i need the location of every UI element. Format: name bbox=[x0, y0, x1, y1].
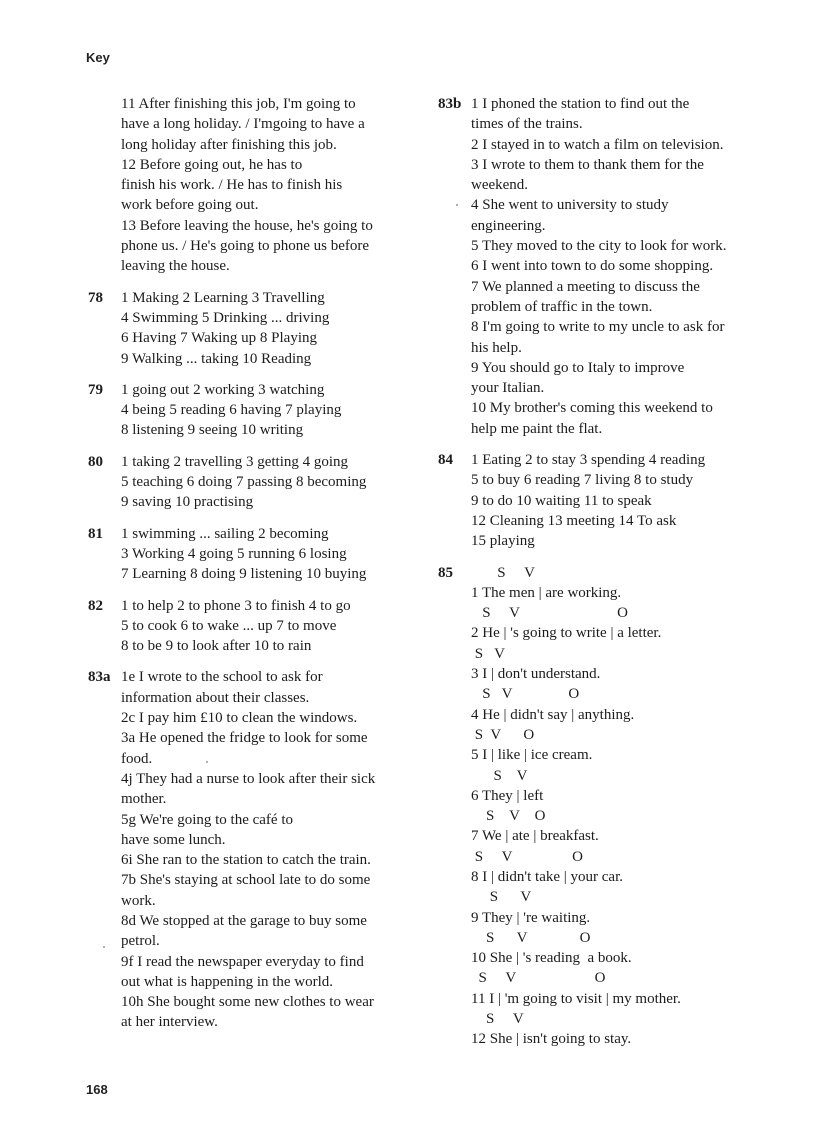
answer-line: out what is happening in the world. bbox=[121, 973, 334, 990]
svo-label-row: S V O bbox=[471, 686, 580, 703]
exercise-81 bbox=[88, 524, 418, 585]
sentence-line: 8 I | didn't take | your car. bbox=[471, 868, 623, 885]
exercise-number: 82 bbox=[88, 597, 103, 614]
answer-line: 12 Cleaning 13 meeting 14 To ask bbox=[471, 512, 677, 529]
answer-line: 11 After finishing this job, I'm going to bbox=[121, 96, 356, 112]
svo-label-row: S V O bbox=[471, 808, 546, 825]
exercise-85 bbox=[438, 563, 778, 1050]
answer-line: 7b She's staying at school late to do some bbox=[121, 872, 371, 889]
exercise-80 bbox=[88, 452, 418, 513]
answer-line: mother. bbox=[121, 791, 167, 808]
answer-line: 6i She ran to the station to catch the train. bbox=[121, 852, 371, 869]
answer-line: 10 My brother's coming this weekend to bbox=[471, 400, 713, 417]
answer-line: times of the trains. bbox=[471, 116, 583, 133]
answer-line: 4j They had a nurse to look after their sick bbox=[121, 770, 376, 787]
answer-line: 6 Having 7 Waking up 8 Playing bbox=[121, 330, 318, 347]
sentence-line: 9 They | 're waiting. bbox=[471, 909, 591, 926]
svo-label-row: S V bbox=[471, 767, 528, 784]
answer-line: 3 Working 4 going 5 running 6 losing bbox=[121, 545, 347, 562]
answer-line: 6 I went into town to do some shopping. bbox=[471, 258, 714, 275]
answer-line: 2 I stayed in to watch a film on television. bbox=[471, 136, 724, 153]
sentence-line: 1 The men | are working. bbox=[471, 584, 622, 601]
answer-line: 1 swimming ... sailing 2 becoming bbox=[121, 525, 329, 542]
answer-line: 7 We planned a meeting to discuss the bbox=[471, 278, 700, 295]
svo-label-row: S V bbox=[471, 889, 532, 906]
answer-line: 8 listening 9 seeing 10 writing bbox=[121, 422, 304, 439]
sentence-line: 12 She | isn't going to stay. bbox=[471, 1031, 632, 1048]
answer-line: 5 to cook 6 to wake ... up 7 to move bbox=[121, 617, 337, 634]
scan-speck bbox=[456, 204, 458, 206]
sentence-line: 7 We | ate | breakfast. bbox=[471, 828, 599, 845]
answer-line: 5 to buy 6 reading 7 living 8 to study bbox=[471, 472, 694, 489]
exercise-number: 78 bbox=[88, 289, 103, 306]
sentence-line: 5 I | like | ice cream. bbox=[471, 747, 593, 764]
answer-line: 8 to be 9 to look after 10 to rain bbox=[121, 638, 312, 655]
exercise-83a bbox=[88, 667, 418, 1032]
page-header: Key bbox=[86, 50, 110, 65]
left-column bbox=[88, 94, 418, 1044]
answer-line: 5 teaching 6 doing 7 passing 8 becoming bbox=[121, 474, 367, 491]
sentence-line: 2 He | 's going to write | a letter. bbox=[471, 625, 662, 642]
exercise-continued bbox=[88, 94, 418, 277]
svo-label-row: S V bbox=[471, 645, 505, 662]
answer-line: 3 I wrote to them to thank them for the bbox=[471, 156, 704, 173]
answer-line: engineering. bbox=[471, 217, 546, 234]
svo-label-row: S V O bbox=[471, 970, 606, 987]
answer-line: have a long holiday. / I'mgoing to have a bbox=[121, 116, 365, 133]
svo-label-row: S V bbox=[471, 1011, 524, 1028]
exercise-number: 84 bbox=[438, 452, 453, 469]
answer-line: at her interview. bbox=[121, 1014, 218, 1031]
exercise-number: 79 bbox=[88, 381, 103, 398]
answer-line: 9 You should go to Italy to improve bbox=[471, 359, 685, 376]
answer-line: 13 Before leaving the house, he's going to bbox=[121, 217, 373, 234]
answer-line: 4 Swimming 5 Drinking ... driving bbox=[121, 309, 330, 326]
answer-line: 1e I wrote to the school to ask for bbox=[121, 669, 323, 686]
answer-line: help me paint the flat. bbox=[471, 420, 603, 437]
answer-line: have some lunch. bbox=[121, 831, 226, 848]
answer-line: 9 Walking ... taking 10 Reading bbox=[121, 350, 312, 367]
svo-label-row: S V O bbox=[471, 605, 628, 622]
sentence-line: 11 I | 'm going to visit | my mother. bbox=[471, 990, 681, 1007]
answer-line: your Italian. bbox=[471, 380, 545, 397]
answer-line: 9f I read the newspaper everyday to find bbox=[121, 953, 364, 970]
answer-line: 1 going out 2 working 3 watching bbox=[121, 381, 325, 398]
answer-line: 2c I pay him £10 to clean the windows. bbox=[121, 710, 358, 727]
svo-label-row: S V O bbox=[471, 929, 591, 946]
scan-speck bbox=[103, 946, 105, 948]
exercise-number: 83b bbox=[438, 96, 462, 112]
exercise-79 bbox=[88, 380, 418, 441]
answer-line: 1 to help 2 to phone 3 to finish 4 to go bbox=[121, 597, 351, 614]
answer-line: work. bbox=[121, 892, 156, 909]
answer-line: information about their classes. bbox=[121, 689, 310, 706]
answer-line: 8 I'm going to write to my uncle to ask for bbox=[471, 319, 725, 336]
right-sections bbox=[438, 94, 778, 552]
answer-line: 4 She went to university to study bbox=[471, 197, 669, 214]
exercise-78 bbox=[88, 288, 418, 369]
answer-line: 7 Learning 8 doing 9 listening 10 buying bbox=[121, 566, 367, 583]
answer-line: finish his work. / He has to finish his bbox=[121, 177, 343, 194]
svo-label-row: S V O bbox=[471, 848, 583, 865]
answer-line: work before going out. bbox=[121, 197, 259, 214]
page-number: 168 bbox=[86, 1082, 108, 1097]
answer-line: 5g We're going to the café to bbox=[121, 811, 293, 828]
answer-line: 5 They moved to the city to look for work. bbox=[471, 238, 727, 255]
exercise-number: 85 bbox=[438, 564, 453, 581]
answer-line: 1 Eating 2 to stay 3 spending 4 reading bbox=[471, 452, 706, 469]
svo-label-row: S V bbox=[471, 564, 535, 581]
svo-answers bbox=[471, 563, 778, 1050]
answer-line: 1 Making 2 Learning 3 Travelling bbox=[121, 289, 325, 306]
answer-line: phone us. / He's going to phone us before bbox=[121, 238, 370, 255]
answer-line: petrol. bbox=[121, 933, 160, 950]
answer-line: 12 Before going out, he has to bbox=[121, 156, 303, 173]
answer-line: 15 playing bbox=[471, 533, 535, 550]
exercise-84 bbox=[438, 450, 778, 551]
answer-line: long holiday after finishing this job. bbox=[121, 136, 337, 153]
answer-line: leaving the house. bbox=[121, 258, 230, 275]
answer-line: 3a He opened the fridge to look for some bbox=[121, 730, 368, 747]
sentence-line: 10 She | 's reading a book. bbox=[471, 950, 632, 967]
answer-line: 10h She bought some new clothes to wear bbox=[121, 994, 374, 1011]
right-column bbox=[438, 94, 778, 1061]
sentence-line: 3 I | don't understand. bbox=[471, 666, 601, 683]
answer-line: 9 saving 10 practising bbox=[121, 494, 254, 511]
exercise-number: 81 bbox=[88, 525, 103, 542]
exercise-82 bbox=[88, 596, 418, 657]
exercise-number: 83a bbox=[88, 669, 111, 686]
answer-line: 9 to do 10 waiting 11 to speak bbox=[471, 492, 652, 509]
answer-line: weekend. bbox=[471, 177, 529, 194]
scan-speck bbox=[206, 761, 208, 763]
answer-line: 1 taking 2 travelling 3 getting 4 going bbox=[121, 453, 349, 470]
answer-line: problem of traffic in the town. bbox=[471, 298, 653, 315]
answer-line: food. bbox=[121, 750, 153, 767]
exercise-number: 80 bbox=[88, 453, 103, 470]
answer-line: his help. bbox=[471, 339, 522, 356]
exercise-83b bbox=[438, 94, 778, 439]
sentence-line: 6 They | left bbox=[471, 787, 544, 804]
sentence-line: 4 He | didn't say | anything. bbox=[471, 706, 635, 723]
answer-line: 8d We stopped at the garage to buy some bbox=[121, 912, 367, 929]
answer-line: 4 being 5 reading 6 having 7 playing bbox=[121, 402, 342, 419]
answer-line: 1 I phoned the station to find out the bbox=[471, 96, 690, 112]
svo-label-row: S V O bbox=[471, 726, 535, 743]
